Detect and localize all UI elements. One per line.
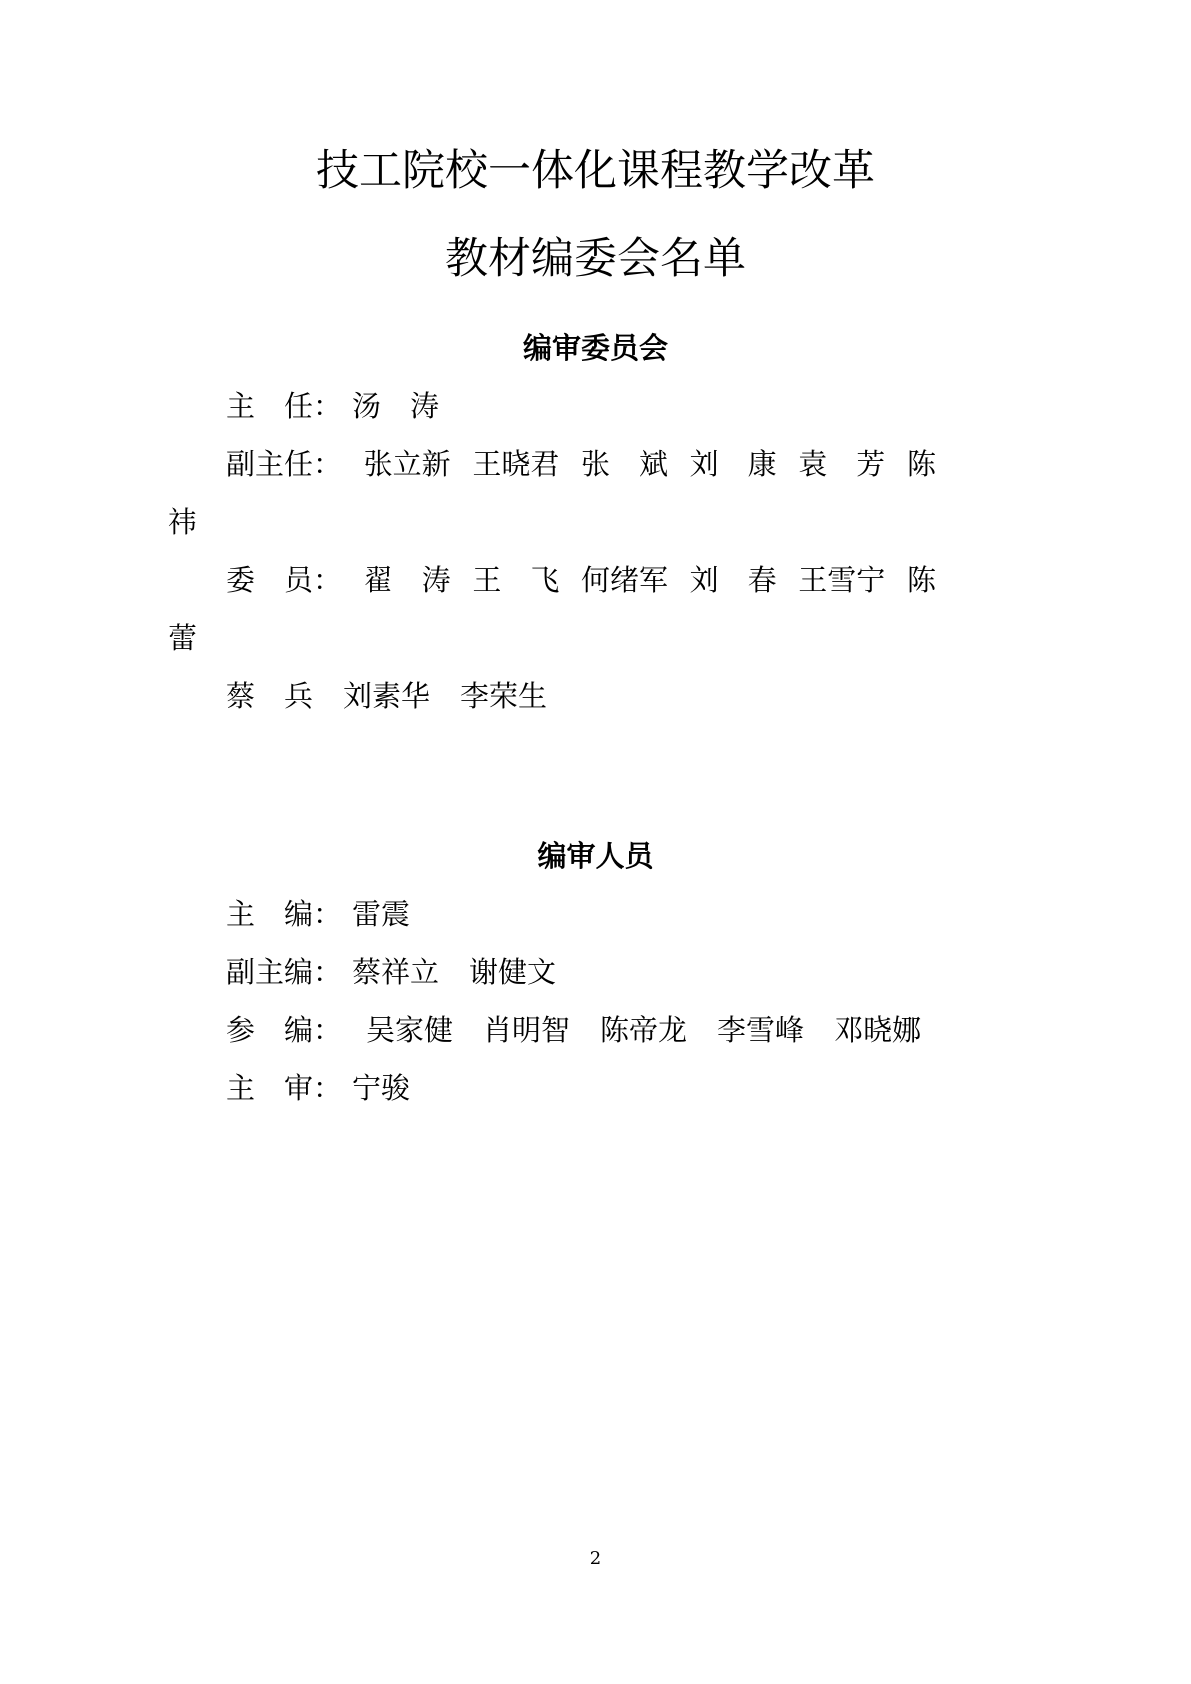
contributor-name: 邓晓娜: [834, 1013, 922, 1047]
members-label: 委 员：: [226, 563, 343, 597]
member-name: 蔡 兵: [226, 679, 314, 713]
member-name: 刘素华: [343, 679, 431, 713]
member-name: 何绪军: [580, 563, 668, 597]
deputy-director-name: 张 斌: [580, 447, 668, 481]
member-name: 翟 涛: [363, 563, 451, 597]
committee-members-continued-row: [226, 678, 577, 714]
deputy-director-wrap: 祎: [168, 505, 198, 539]
deputy-director-label: 副主任：: [226, 447, 343, 481]
member-name: 李荣生: [460, 679, 548, 713]
member-name: 刘 春: [689, 563, 777, 597]
document-title-line-1: 技工院校一体化课程教学改革: [316, 146, 875, 196]
chief-reviewer-name: 宁骏: [352, 1071, 411, 1105]
deputy-editors-row: [226, 954, 586, 990]
document-title-line-2: 教材编委会名单: [445, 234, 746, 284]
chief-editor-label: 主 编：: [226, 897, 343, 931]
contributors-row: [226, 1012, 951, 1048]
contributors-label: 参 编：: [226, 1013, 343, 1047]
director-label: 主 任：: [226, 389, 343, 423]
deputy-editor-name: 蔡祥立: [352, 955, 440, 989]
deputy-director-name: 刘 康: [689, 447, 777, 481]
page-number: 2: [589, 1548, 602, 1569]
chief-reviewer-row: [226, 1070, 440, 1106]
deputy-editor-label: 副主编：: [226, 955, 343, 989]
deputy-director-name: 张立新: [363, 447, 451, 481]
member-name: 王雪宁: [798, 563, 886, 597]
chief-reviewer-label: 主 审：: [226, 1071, 343, 1105]
committee-heading: 编审委员会: [522, 331, 668, 365]
contributor-name: 陈帝龙: [600, 1013, 688, 1047]
contributor-name: 肖明智: [483, 1013, 571, 1047]
deputy-editor-name: 谢健文: [469, 955, 557, 989]
committee-members-row: [226, 562, 936, 598]
chief-editor-name: 雷震: [352, 897, 411, 931]
contributor-name: 吴家健: [366, 1013, 454, 1047]
staff-heading: 编审人员: [537, 839, 654, 873]
member-name: 王 飞: [472, 563, 560, 597]
committee-deputy-directors-row: [226, 446, 936, 482]
deputy-director-name: 王晓君: [472, 447, 560, 481]
director-name: 汤 涛: [352, 389, 440, 423]
deputy-director-name: 陈: [906, 447, 936, 481]
chief-editor-row: [226, 896, 440, 932]
member-wrap: 蕾: [168, 621, 198, 655]
committee-director-row: [226, 388, 469, 424]
contributor-name: 李雪峰: [717, 1013, 805, 1047]
member-name: 陈: [906, 563, 936, 597]
deputy-director-name: 袁 芳: [798, 447, 886, 481]
